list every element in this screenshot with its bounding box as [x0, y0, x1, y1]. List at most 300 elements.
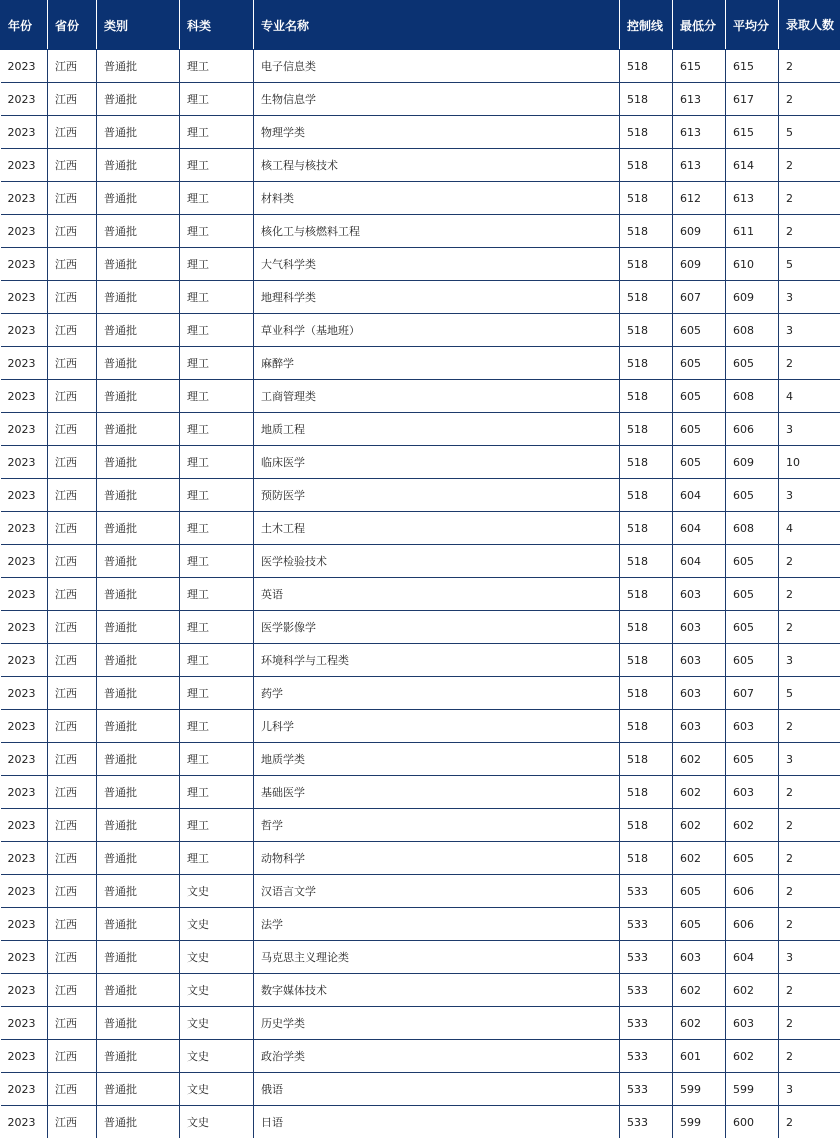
admitted-count-cell: 4: [779, 380, 840, 413]
control-line-cell: 518: [620, 611, 673, 644]
header-major-name: 专业名称: [254, 1, 620, 50]
major-name-cell: 政治学类: [254, 1040, 620, 1073]
admitted-count-cell: 3: [779, 1073, 840, 1106]
min-score-cell: 602: [673, 974, 726, 1007]
control-line-cell: 518: [620, 347, 673, 380]
min-score-cell: 604: [673, 479, 726, 512]
batch-cell: 普通批: [97, 347, 180, 380]
batch-cell: 普通批: [97, 1007, 180, 1040]
batch-cell: 普通批: [97, 974, 180, 1007]
table-row: [1, 1007, 840, 1040]
province-cell: 江西: [48, 776, 97, 809]
year-cell: 2023: [1, 578, 48, 611]
table-row: [1, 809, 840, 842]
admitted-count-cell: 2: [779, 611, 840, 644]
subject-category-cell: 理工: [180, 215, 254, 248]
major-name-cell: 法学: [254, 908, 620, 941]
avg-score-cell: 603: [726, 1007, 779, 1040]
province-cell: 江西: [48, 1007, 97, 1040]
province-cell: 江西: [48, 974, 97, 1007]
subject-category-cell: 文史: [180, 1007, 254, 1040]
province-cell: 江西: [48, 116, 97, 149]
major-name-cell: 俄语: [254, 1073, 620, 1106]
min-score-cell: 605: [673, 380, 726, 413]
subject-category-cell: 理工: [180, 149, 254, 182]
control-line-cell: 518: [620, 545, 673, 578]
table-body: [1, 50, 840, 1138]
avg-score-cell: 605: [726, 479, 779, 512]
major-name-cell: 基础医学: [254, 776, 620, 809]
batch-cell: 普通批: [97, 809, 180, 842]
min-score-cell: 599: [673, 1106, 726, 1138]
year-cell: 2023: [1, 776, 48, 809]
header-min-score: 最低分: [673, 1, 726, 50]
avg-score-cell: 608: [726, 380, 779, 413]
table-row: [1, 281, 840, 314]
province-cell: 江西: [48, 941, 97, 974]
table-row: [1, 1106, 840, 1138]
subject-category-cell: 理工: [180, 512, 254, 545]
table-row: [1, 215, 840, 248]
table-row: [1, 908, 840, 941]
province-cell: 江西: [48, 182, 97, 215]
major-name-cell: 儿科学: [254, 710, 620, 743]
major-name-cell: 预防医学: [254, 479, 620, 512]
subject-category-cell: 理工: [180, 479, 254, 512]
batch-cell: 普通批: [97, 314, 180, 347]
min-score-cell: 613: [673, 149, 726, 182]
province-cell: 江西: [48, 479, 97, 512]
avg-score-cell: 605: [726, 611, 779, 644]
avg-score-cell: 605: [726, 347, 779, 380]
subject-category-cell: 理工: [180, 710, 254, 743]
admitted-count-cell: 10: [779, 446, 840, 479]
control-line-cell: 518: [620, 842, 673, 875]
avg-score-cell: 605: [726, 545, 779, 578]
batch-cell: 普通批: [97, 644, 180, 677]
batch-cell: 普通批: [97, 908, 180, 941]
min-score-cell: 605: [673, 347, 726, 380]
major-name-cell: 动物科学: [254, 842, 620, 875]
batch-cell: 普通批: [97, 677, 180, 710]
min-score-cell: 612: [673, 182, 726, 215]
control-line-cell: 518: [620, 446, 673, 479]
min-score-cell: 601: [673, 1040, 726, 1073]
table-row: [1, 116, 840, 149]
table-row: [1, 479, 840, 512]
header-year: 年份: [1, 1, 48, 50]
table-row: [1, 710, 840, 743]
avg-score-cell: 602: [726, 974, 779, 1007]
control-line-cell: 518: [620, 50, 673, 83]
year-cell: 2023: [1, 1007, 48, 1040]
province-cell: 江西: [48, 413, 97, 446]
control-line-cell: 518: [620, 578, 673, 611]
table-row: [1, 677, 840, 710]
admitted-count-cell: 2: [779, 149, 840, 182]
avg-score-cell: 614: [726, 149, 779, 182]
table-row: [1, 50, 840, 83]
control-line-cell: 533: [620, 974, 673, 1007]
table-row: [1, 974, 840, 1007]
year-cell: 2023: [1, 1106, 48, 1138]
control-line-cell: 518: [620, 743, 673, 776]
batch-cell: 普通批: [97, 611, 180, 644]
min-score-cell: 603: [673, 677, 726, 710]
major-name-cell: 数字媒体技术: [254, 974, 620, 1007]
province-cell: 江西: [48, 1073, 97, 1106]
admitted-count-cell: 3: [779, 743, 840, 776]
batch-cell: 普通批: [97, 941, 180, 974]
province-cell: 江西: [48, 314, 97, 347]
subject-category-cell: 文史: [180, 1106, 254, 1138]
batch-cell: 普通批: [97, 512, 180, 545]
min-score-cell: 613: [673, 116, 726, 149]
table-row: [1, 182, 840, 215]
batch-cell: 普通批: [97, 446, 180, 479]
control-line-cell: 518: [620, 809, 673, 842]
control-line-cell: 518: [620, 380, 673, 413]
min-score-cell: 602: [673, 842, 726, 875]
min-score-cell: 605: [673, 908, 726, 941]
admitted-count-cell: 3: [779, 281, 840, 314]
major-name-cell: 药学: [254, 677, 620, 710]
batch-cell: 普通批: [97, 182, 180, 215]
table-row: [1, 611, 840, 644]
control-line-cell: 518: [620, 182, 673, 215]
min-score-cell: 604: [673, 545, 726, 578]
min-score-cell: 609: [673, 215, 726, 248]
subject-category-cell: 理工: [180, 677, 254, 710]
batch-cell: 普通批: [97, 842, 180, 875]
year-cell: 2023: [1, 446, 48, 479]
major-name-cell: 哲学: [254, 809, 620, 842]
min-score-cell: 605: [673, 446, 726, 479]
avg-score-cell: 609: [726, 281, 779, 314]
avg-score-cell: 613: [726, 182, 779, 215]
min-score-cell: 602: [673, 743, 726, 776]
year-cell: 2023: [1, 875, 48, 908]
major-name-cell: 日语: [254, 1106, 620, 1138]
avg-score-cell: 617: [726, 83, 779, 116]
subject-category-cell: 理工: [180, 413, 254, 446]
subject-category-cell: 理工: [180, 578, 254, 611]
admitted-count-cell: 2: [779, 182, 840, 215]
control-line-cell: 518: [620, 776, 673, 809]
province-cell: 江西: [48, 578, 97, 611]
control-line-cell: 518: [620, 710, 673, 743]
province-cell: 江西: [48, 446, 97, 479]
province-cell: 江西: [48, 644, 97, 677]
major-name-cell: 环境科学与工程类: [254, 644, 620, 677]
table-row: [1, 776, 840, 809]
subject-category-cell: 理工: [180, 545, 254, 578]
batch-cell: 普通批: [97, 545, 180, 578]
major-name-cell: 地质工程: [254, 413, 620, 446]
avg-score-cell: 604: [726, 941, 779, 974]
min-score-cell: 602: [673, 809, 726, 842]
subject-category-cell: 理工: [180, 611, 254, 644]
table-row: [1, 512, 840, 545]
subject-category-cell: 理工: [180, 314, 254, 347]
year-cell: 2023: [1, 611, 48, 644]
admitted-count-cell: 2: [779, 1007, 840, 1040]
year-cell: 2023: [1, 347, 48, 380]
major-name-cell: 土木工程: [254, 512, 620, 545]
province-cell: 江西: [48, 710, 97, 743]
admitted-count-cell: 5: [779, 248, 840, 281]
avg-score-cell: 605: [726, 578, 779, 611]
table-row: [1, 347, 840, 380]
province-cell: 江西: [48, 875, 97, 908]
min-score-cell: 607: [673, 281, 726, 314]
province-cell: 江西: [48, 149, 97, 182]
admitted-count-cell: 2: [779, 83, 840, 116]
avg-score-cell: 615: [726, 50, 779, 83]
avg-score-cell: 610: [726, 248, 779, 281]
control-line-cell: 518: [620, 116, 673, 149]
batch-cell: 普通批: [97, 776, 180, 809]
min-score-cell: 603: [673, 644, 726, 677]
subject-category-cell: 理工: [180, 182, 254, 215]
min-score-cell: 609: [673, 248, 726, 281]
admitted-count-cell: 5: [779, 677, 840, 710]
admitted-count-cell: 3: [779, 479, 840, 512]
subject-category-cell: 理工: [180, 281, 254, 314]
major-name-cell: 地理科学类: [254, 281, 620, 314]
province-cell: 江西: [48, 281, 97, 314]
year-cell: 2023: [1, 182, 48, 215]
year-cell: 2023: [1, 314, 48, 347]
table-row: [1, 149, 840, 182]
admitted-count-cell: 2: [779, 545, 840, 578]
table-row: [1, 941, 840, 974]
table-row: [1, 545, 840, 578]
min-score-cell: 603: [673, 710, 726, 743]
year-cell: 2023: [1, 941, 48, 974]
major-name-cell: 英语: [254, 578, 620, 611]
major-name-cell: 麻醉学: [254, 347, 620, 380]
table-row: [1, 875, 840, 908]
year-cell: 2023: [1, 116, 48, 149]
year-cell: 2023: [1, 545, 48, 578]
control-line-cell: 533: [620, 1007, 673, 1040]
min-score-cell: 603: [673, 611, 726, 644]
year-cell: 2023: [1, 479, 48, 512]
major-name-cell: 汉语言文学: [254, 875, 620, 908]
subject-category-cell: 理工: [180, 446, 254, 479]
avg-score-cell: 615: [726, 116, 779, 149]
table-row: [1, 578, 840, 611]
major-name-cell: 医学影像学: [254, 611, 620, 644]
subject-category-cell: 理工: [180, 380, 254, 413]
control-line-cell: 533: [620, 908, 673, 941]
min-score-cell: 615: [673, 50, 726, 83]
province-cell: 江西: [48, 809, 97, 842]
major-name-cell: 历史学类: [254, 1007, 620, 1040]
major-name-cell: 大气科学类: [254, 248, 620, 281]
table-row: [1, 743, 840, 776]
province-cell: 江西: [48, 908, 97, 941]
min-score-cell: 605: [673, 413, 726, 446]
admitted-count-cell: 2: [779, 347, 840, 380]
admitted-count-cell: 2: [779, 710, 840, 743]
control-line-cell: 518: [620, 149, 673, 182]
year-cell: 2023: [1, 413, 48, 446]
year-cell: 2023: [1, 677, 48, 710]
admitted-count-cell: 3: [779, 314, 840, 347]
year-cell: 2023: [1, 50, 48, 83]
batch-cell: 普通批: [97, 281, 180, 314]
major-name-cell: 材料类: [254, 182, 620, 215]
major-name-cell: 地质学类: [254, 743, 620, 776]
subject-category-cell: 理工: [180, 842, 254, 875]
table-row: [1, 644, 840, 677]
min-score-cell: 602: [673, 776, 726, 809]
avg-score-cell: 606: [726, 908, 779, 941]
year-cell: 2023: [1, 215, 48, 248]
control-line-cell: 533: [620, 1106, 673, 1138]
batch-cell: 普通批: [97, 1106, 180, 1138]
table-header: [1, 1, 840, 50]
major-name-cell: 电子信息类: [254, 50, 620, 83]
avg-score-cell: 603: [726, 710, 779, 743]
batch-cell: 普通批: [97, 83, 180, 116]
province-cell: 江西: [48, 215, 97, 248]
header-row: [1, 1, 840, 50]
batch-cell: 普通批: [97, 149, 180, 182]
batch-cell: 普通批: [97, 578, 180, 611]
control-line-cell: 518: [620, 314, 673, 347]
header-avg-score: 平均分: [726, 1, 779, 50]
province-cell: 江西: [48, 743, 97, 776]
batch-cell: 普通批: [97, 875, 180, 908]
subject-category-cell: 文史: [180, 941, 254, 974]
avg-score-cell: 608: [726, 314, 779, 347]
header-admitted-count: 录取人数: [779, 1, 840, 50]
admitted-count-cell: 2: [779, 578, 840, 611]
year-cell: 2023: [1, 644, 48, 677]
control-line-cell: 533: [620, 1040, 673, 1073]
control-line-cell: 518: [620, 479, 673, 512]
header-province: 省份: [48, 1, 97, 50]
admitted-count-cell: 2: [779, 842, 840, 875]
subject-category-cell: 文史: [180, 1040, 254, 1073]
batch-cell: 普通批: [97, 1073, 180, 1106]
year-cell: 2023: [1, 1040, 48, 1073]
subject-category-cell: 文史: [180, 908, 254, 941]
avg-score-cell: 609: [726, 446, 779, 479]
avg-score-cell: 599: [726, 1073, 779, 1106]
table-row: [1, 1073, 840, 1106]
year-cell: 2023: [1, 974, 48, 1007]
province-cell: 江西: [48, 677, 97, 710]
year-cell: 2023: [1, 281, 48, 314]
min-score-cell: 604: [673, 512, 726, 545]
min-score-cell: 603: [673, 578, 726, 611]
control-line-cell: 533: [620, 1073, 673, 1106]
min-score-cell: 613: [673, 83, 726, 116]
batch-cell: 普通批: [97, 413, 180, 446]
avg-score-cell: 607: [726, 677, 779, 710]
avg-score-cell: 603: [726, 776, 779, 809]
control-line-cell: 533: [620, 875, 673, 908]
avg-score-cell: 602: [726, 809, 779, 842]
batch-cell: 普通批: [97, 710, 180, 743]
province-cell: 江西: [48, 347, 97, 380]
province-cell: 江西: [48, 1106, 97, 1138]
header-subject-category: 科类: [180, 1, 254, 50]
table-row: [1, 314, 840, 347]
admitted-count-cell: 2: [779, 215, 840, 248]
subject-category-cell: 文史: [180, 1073, 254, 1106]
avg-score-cell: 605: [726, 743, 779, 776]
table-row: [1, 83, 840, 116]
year-cell: 2023: [1, 512, 48, 545]
admitted-count-cell: 2: [779, 875, 840, 908]
admitted-count-cell: 3: [779, 413, 840, 446]
batch-cell: 普通批: [97, 248, 180, 281]
control-line-cell: 518: [620, 512, 673, 545]
batch-cell: 普通批: [97, 215, 180, 248]
province-cell: 江西: [48, 1040, 97, 1073]
subject-category-cell: 理工: [180, 347, 254, 380]
major-name-cell: 核工程与核技术: [254, 149, 620, 182]
admitted-count-cell: 5: [779, 116, 840, 149]
major-name-cell: 马克思主义理论类: [254, 941, 620, 974]
admitted-count-cell: 3: [779, 941, 840, 974]
year-cell: 2023: [1, 149, 48, 182]
header-control-line: 控制线: [620, 1, 673, 50]
header-batch: 类别: [97, 1, 180, 50]
year-cell: 2023: [1, 710, 48, 743]
subject-category-cell: 文史: [180, 875, 254, 908]
min-score-cell: 603: [673, 941, 726, 974]
avg-score-cell: 611: [726, 215, 779, 248]
subject-category-cell: 理工: [180, 83, 254, 116]
table-row: [1, 1040, 840, 1073]
subject-category-cell: 理工: [180, 116, 254, 149]
year-cell: 2023: [1, 743, 48, 776]
admitted-count-cell: 2: [779, 908, 840, 941]
admitted-count-cell: 2: [779, 1040, 840, 1073]
avg-score-cell: 606: [726, 413, 779, 446]
year-cell: 2023: [1, 380, 48, 413]
major-name-cell: 生物信息学: [254, 83, 620, 116]
control-line-cell: 518: [620, 83, 673, 116]
year-cell: 2023: [1, 248, 48, 281]
avg-score-cell: 606: [726, 875, 779, 908]
avg-score-cell: 602: [726, 1040, 779, 1073]
control-line-cell: 518: [620, 644, 673, 677]
year-cell: 2023: [1, 1073, 48, 1106]
admitted-count-cell: 4: [779, 512, 840, 545]
admitted-count-cell: 2: [779, 776, 840, 809]
province-cell: 江西: [48, 512, 97, 545]
subject-category-cell: 理工: [180, 644, 254, 677]
major-name-cell: 物理学类: [254, 116, 620, 149]
major-name-cell: 医学检验技术: [254, 545, 620, 578]
batch-cell: 普通批: [97, 116, 180, 149]
min-score-cell: 599: [673, 1073, 726, 1106]
year-cell: 2023: [1, 809, 48, 842]
admitted-count-cell: 2: [779, 1106, 840, 1138]
table-row: [1, 380, 840, 413]
major-name-cell: 临床医学: [254, 446, 620, 479]
admitted-count-cell: 2: [779, 50, 840, 83]
batch-cell: 普通批: [97, 743, 180, 776]
province-cell: 江西: [48, 545, 97, 578]
